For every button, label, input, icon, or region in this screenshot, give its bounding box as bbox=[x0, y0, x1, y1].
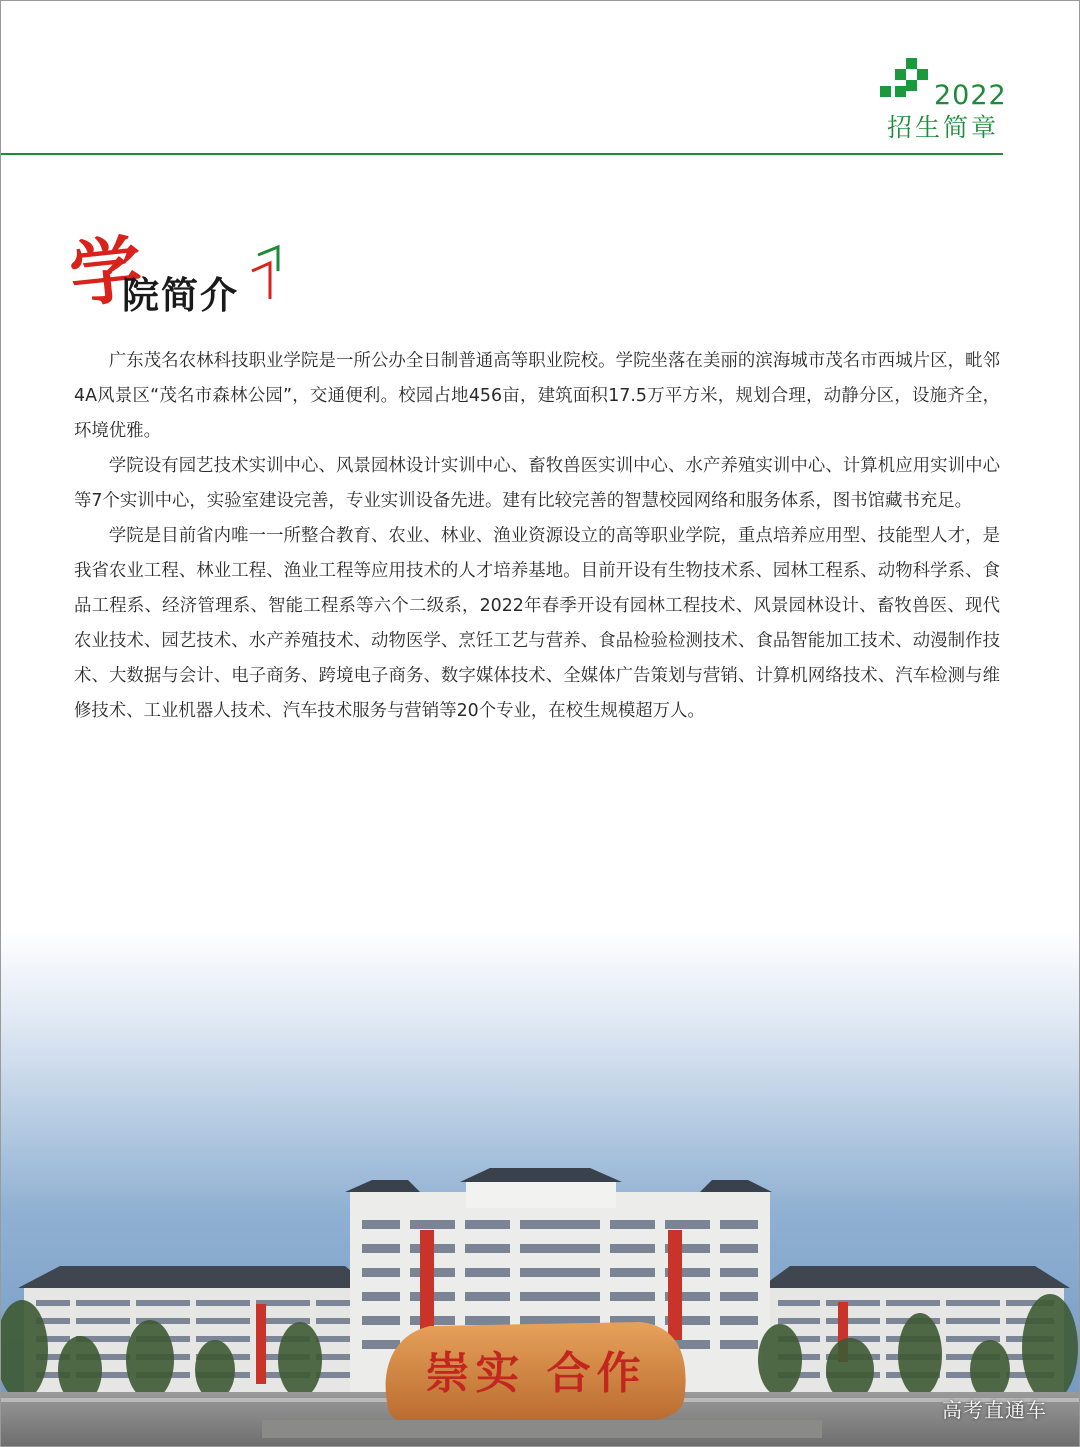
section-title-text: 院简介 bbox=[122, 274, 239, 317]
paragraph-location: 广东茂名农林科技职业学院是一所公办全日制普通高等职业院校。学院坐落在美丽的滨海城市茂名市西城片区，毗邻4A风景区“茂名市森林公园”，交通便利。校园占地456亩，建筑面积17.5万平方米，规划合理，动静分区，设施齐全，环境优雅。 bbox=[74, 351, 1000, 441]
brand-logo-icon bbox=[878, 58, 934, 100]
brochure-year: 2022 bbox=[934, 80, 1007, 111]
paragraph-facilities: 学院设有园艺技术实训中心、风景园林设计实训中心、畜牧兽医实训中心、水产养殖实训中心、计算机应用实训中心等7个实训中心，实验室建设完善，专业实训设备先进。建有比较完善的智慧校园网络和服务体系，图书馆藏书充足。 bbox=[74, 456, 1000, 511]
brochure-subtitle: 招生简章 bbox=[887, 113, 1000, 142]
intro-text bbox=[74, 344, 1000, 729]
corner-bracket-icon bbox=[250, 243, 282, 303]
campus-photo bbox=[0, 930, 1080, 1447]
watermark: 高考直通车 bbox=[942, 1398, 1047, 1422]
paragraph-programs: 学院是目前省内唯一一所整合教育、农业、林业、渔业资源设立的高等职业学院，重点培养应用型、技能型人才，是我省农业工程、林业工程、渔业工程等应用技术的人才培养基地。目前开设有生物技术系、园林工程系、动物科学系、食品工程系、经济管理系、智能工程系等六个二级系，2022年春季开设有园林工程技术、风景园林设计、畜牧兽医、现代农业技术、园艺技术、水产养殖技术、动物医学、烹饪工艺与营养、食品检验检测技术、食品智能加工技术、动漫制作技术、大数据与会计、电子商务、跨境电子商务、数字媒体技术、全媒体广告策划与营销、计算机网络技术、汽车检测与维修技术、工业机器人技术、汽车技术服务与营销等20个专业，在校生规模超万人。 bbox=[74, 526, 1000, 721]
header-divider bbox=[0, 153, 1003, 155]
stone-inscription: 崇实 合作 bbox=[425, 1348, 647, 1399]
inscribed-stone bbox=[386, 1322, 686, 1424]
section-title-first-char: 学 bbox=[65, 225, 147, 318]
